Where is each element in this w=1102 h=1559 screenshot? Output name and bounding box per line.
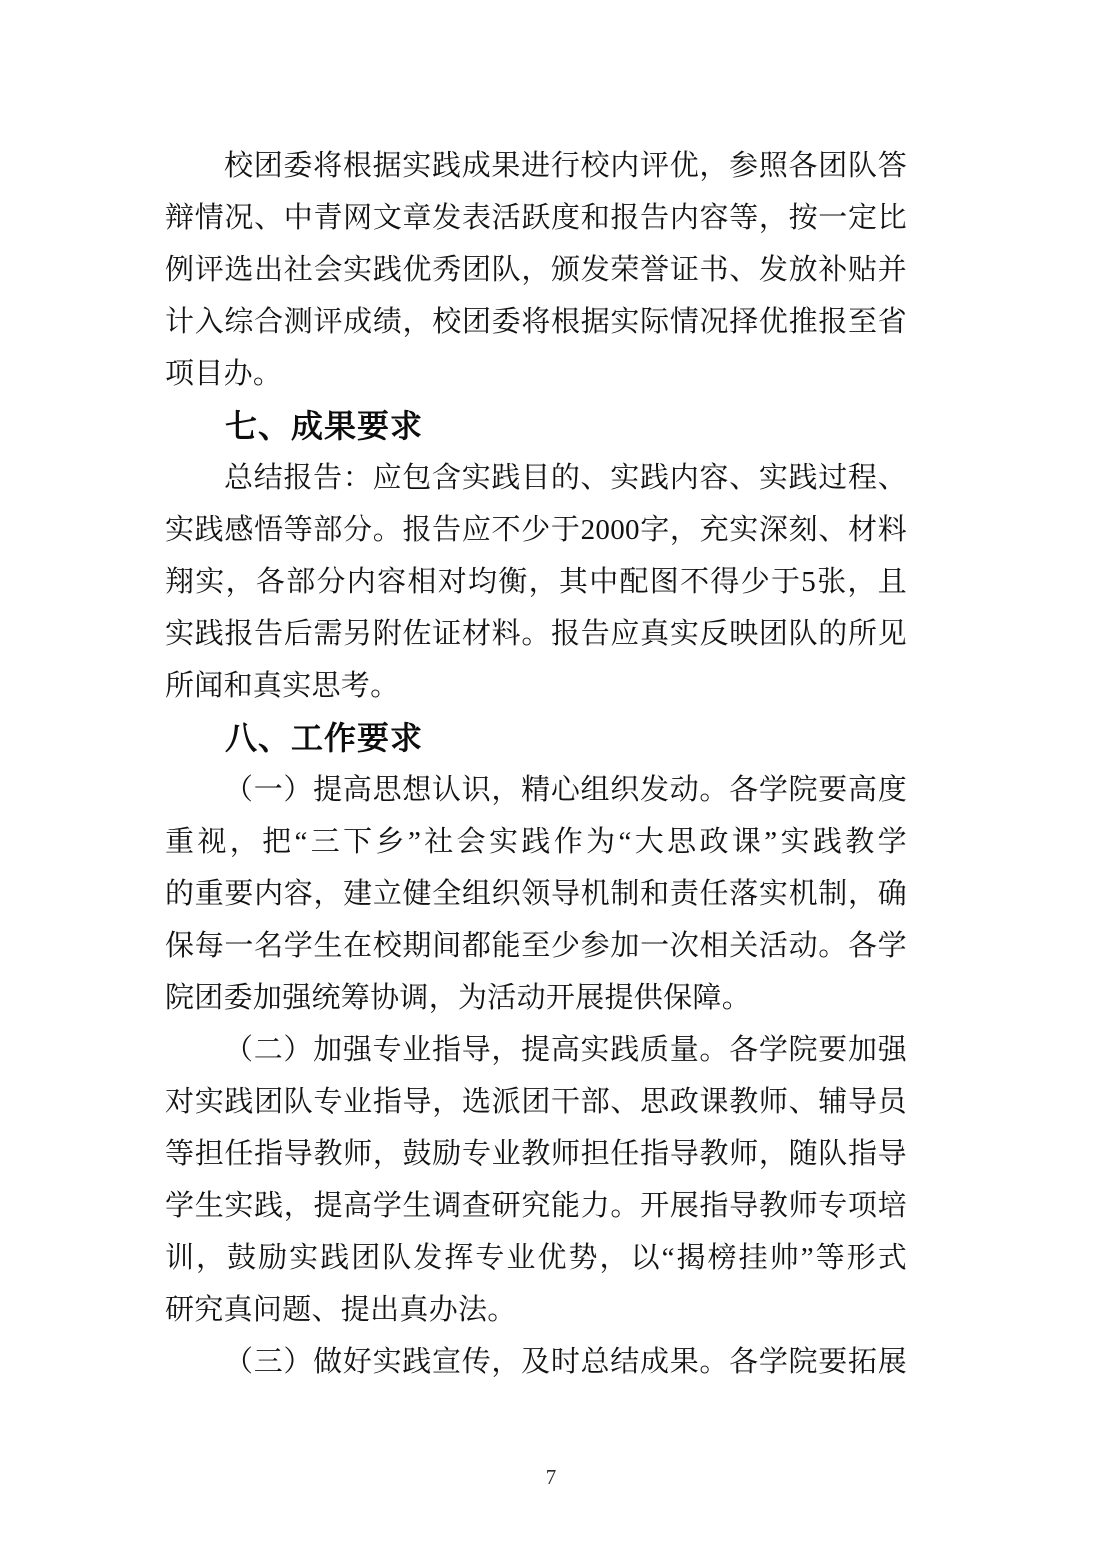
text-line: 翔实，各部分内容相对均衡，其中配图不得少于5张，且 xyxy=(165,566,907,598)
text-line: 研究真问题、提出真办法。 xyxy=(165,1294,517,1326)
text-line: （一）提高思想认识，精心组织发动。各学院要高度 xyxy=(224,774,907,806)
text-line: 实践感悟等部分。报告应不少于2000字，充实深刻、材料 xyxy=(165,514,907,546)
text-line: 所闻和真实思考。 xyxy=(165,670,400,702)
page-number: 7 xyxy=(545,1465,557,1489)
text-line: 学生实践，提高学生调查研究能力。开展指导教师专项培 xyxy=(165,1190,907,1222)
text-line: 辩情况、中青网文章发表活跃度和报告内容等，按一定比 xyxy=(165,202,907,234)
text-block xyxy=(165,140,907,1388)
text-line: 实践报告后需另附佐证材料。报告应真实反映团队的所见 xyxy=(165,618,907,650)
text-line: （三）做好实践宣传，及时总结成果。各学院要拓展 xyxy=(224,1346,907,1378)
section-heading-8: 八、工作要求 xyxy=(225,720,424,756)
text-line: 校团委将根据实践成果进行校内评优，参照各团队答 xyxy=(224,150,907,182)
text-line: 项目办。 xyxy=(165,358,283,390)
text-line: 的重要内容，建立健全组织领导机制和责任落实机制，确 xyxy=(165,878,907,910)
text-line: 计入综合测评成绩，校团委将根据实际情况择优推报至省 xyxy=(165,306,907,338)
text-line: 保每一名学生在校期间都能至少参加一次相关活动。各学 xyxy=(165,930,907,962)
text-line: 总结报告：应包含实践目的、实践内容、实践过程、 xyxy=(224,462,907,494)
text-line: 重视，把“三下乡”社会实践作为“大思政课”实践教学 xyxy=(165,826,907,858)
text-line: 例评选出社会实践优秀团队，颁发荣誉证书、发放补贴并 xyxy=(165,254,907,286)
section-heading-7: 七、成果要求 xyxy=(225,408,424,444)
text-line: （二）加强专业指导，提高实践质量。各学院要加强 xyxy=(224,1034,907,1066)
text-line: 等担任指导教师，鼓励专业教师担任指导教师，随队指导 xyxy=(165,1138,907,1170)
text-line: 院团委加强统筹协调，为活动开展提供保障。 xyxy=(165,982,752,1014)
text-line: 对实践团队专业指导，选派团干部、思政课教师、辅导员 xyxy=(165,1086,907,1118)
text-line: 训，鼓励实践团队发挥专业优势，以“揭榜挂帅”等形式 xyxy=(165,1242,907,1274)
